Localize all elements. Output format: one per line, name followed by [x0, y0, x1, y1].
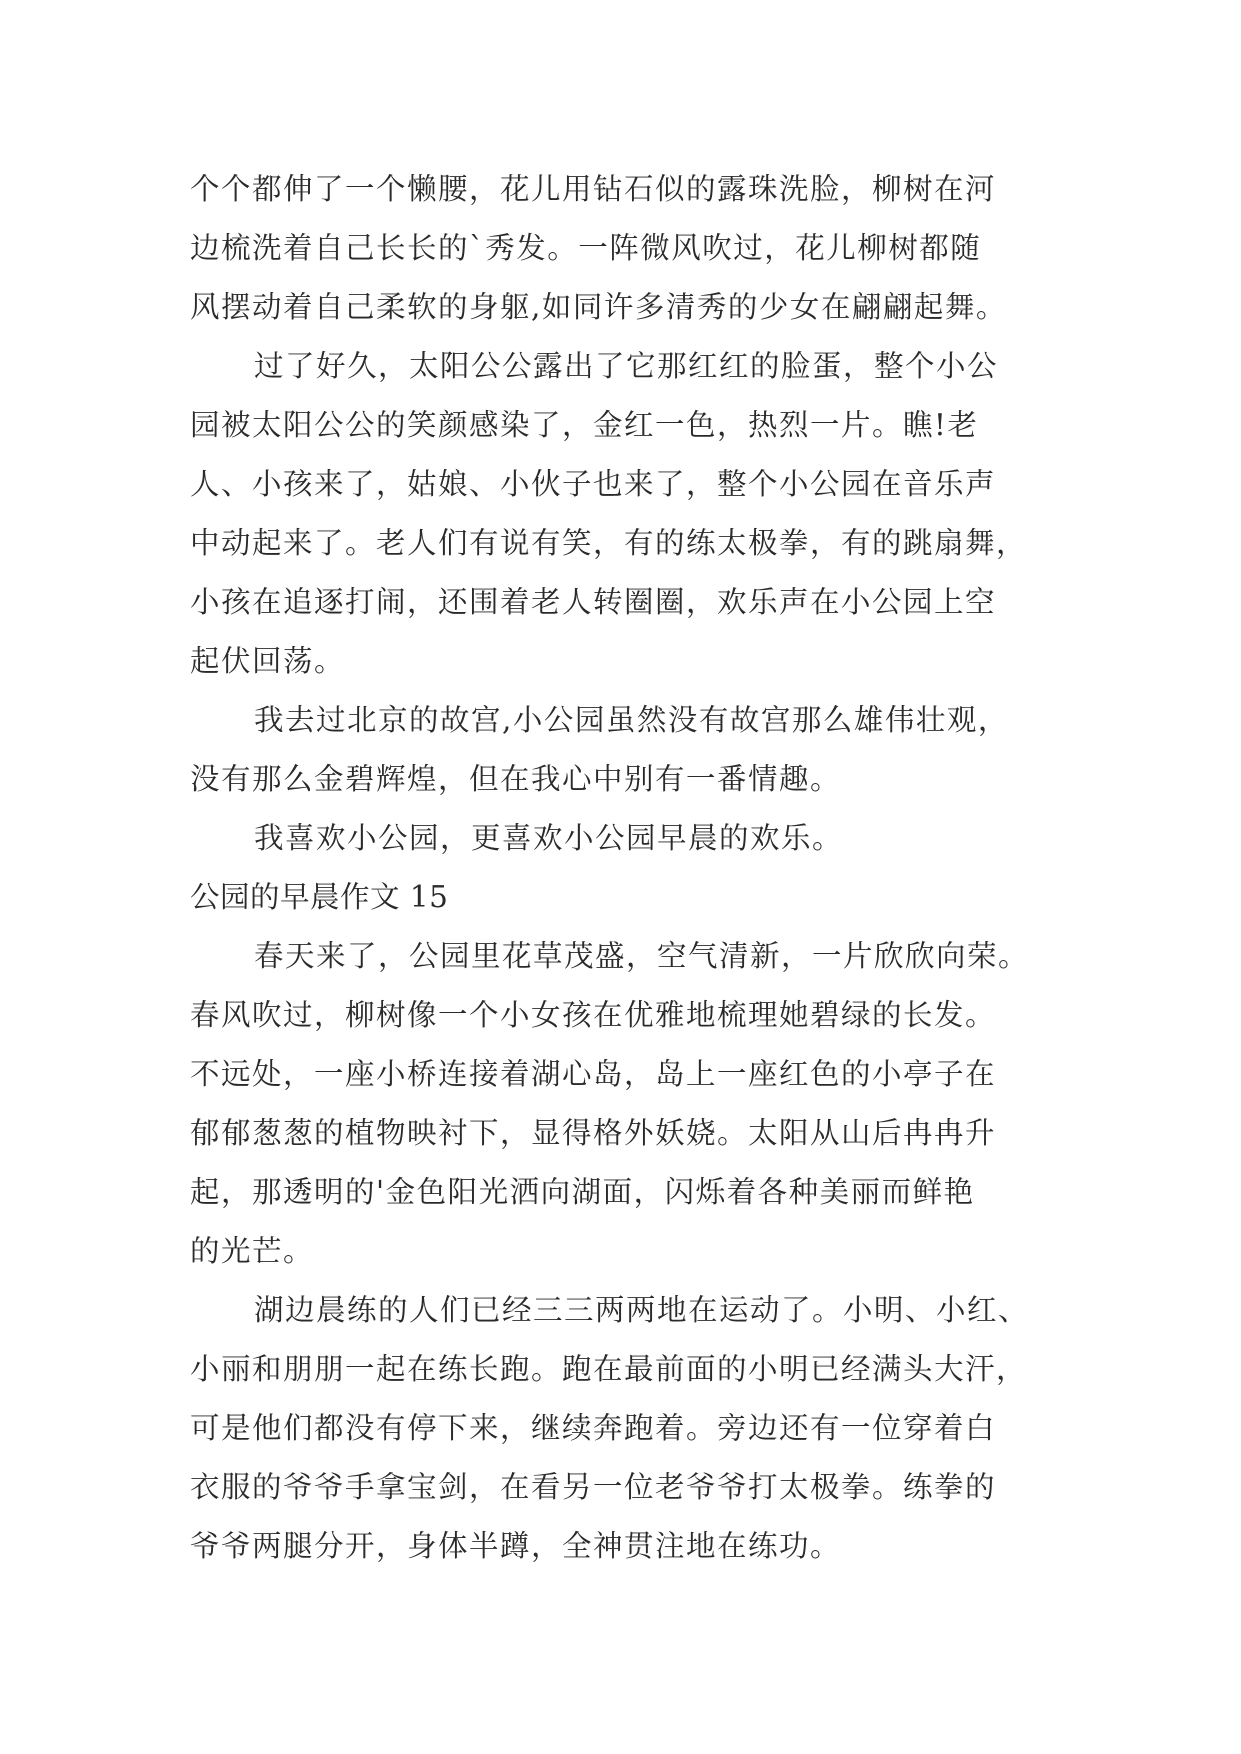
essay-body: [190, 160, 1070, 1576]
paragraph-line: 春天来了，公园里花草茂盛，空气清新，一片欣欣向荣。: [254, 939, 1030, 973]
paragraph-line: 爷爷两腿分开，身体半蹲，全神贯注地在练功。: [190, 1529, 842, 1563]
paragraph-line: 起伏回荡。: [190, 644, 346, 678]
paragraph-line: 湖边晨练的人们已经三三两两地在运动了。小明、小红、: [254, 1293, 1030, 1327]
paragraph-line: 衣服的爷爷手拿宝剑，在看另一位老爷爷打太极拳。练拳的: [190, 1470, 997, 1504]
paragraph-line: 我喜欢小公园，更喜欢小公园早晨的欢乐。: [254, 821, 844, 855]
paragraph-line: 起，那透明的'金色阳光洒向湖面，闪烁着各种美丽而鲜艳: [190, 1175, 975, 1209]
paragraph-line: 的光芒。: [190, 1234, 315, 1268]
paragraph-line: 不远处，一座小桥连接着湖心岛，岛上一座红色的小亭子在: [190, 1057, 997, 1091]
paragraph-line: 中动起来了。老人们有说有笑，有的练太极拳，有的跳扇舞，: [190, 526, 1028, 560]
paragraph-line: 人、小孩来了，姑娘、小伙子也来了，整个小公园在音乐声: [190, 467, 997, 501]
paragraph-line: 小丽和朋朋一起在练长跑。跑在最前面的小明已经满头大汗，: [190, 1352, 1028, 1386]
paragraph-line: 郁郁葱葱的植物映衬下，显得格外妖娆。太阳从山后冉冉升: [190, 1116, 997, 1150]
paragraph-line: 没有那么金碧辉煌，但在我心中别有一番情趣。: [190, 762, 842, 796]
paragraph-line: 可是他们都没有停下来，继续奔跑着。旁边还有一位穿着白: [190, 1411, 997, 1445]
paragraph-line: 小孩在追逐打闹，还围着老人转圈圈，欢乐声在小公园上空: [190, 585, 997, 619]
paragraph-line: 过了好久，太阳公公露出了它那红红的脸蛋，整个小公: [254, 349, 999, 383]
paragraph-line: 春风吹过，柳树像一个小女孩在优雅地梳理她碧绿的长发。: [190, 998, 997, 1032]
essay-heading: 公园的早晨作文 15: [190, 880, 449, 914]
paragraph-line: 个个都伸了一个懒腰，花儿用钻石似的露珠洗脸，柳树在河: [190, 172, 997, 206]
paragraph-line: 园被太阳公公的笑颜感染了，金红一色，热烈一片。瞧!老: [190, 408, 979, 442]
paragraph-line: 风摆动着自己柔软的身躯,如同许多清秀的少女在翩翩起舞。: [190, 290, 1007, 324]
paragraph-line: 边梳洗着自己长长的`秀发。一阵微风吹过，花儿柳树都随: [190, 231, 982, 265]
paragraph-line: 我去过北京的故宫,小公园虽然没有故宫那么雄伟壮观，: [254, 703, 1009, 737]
